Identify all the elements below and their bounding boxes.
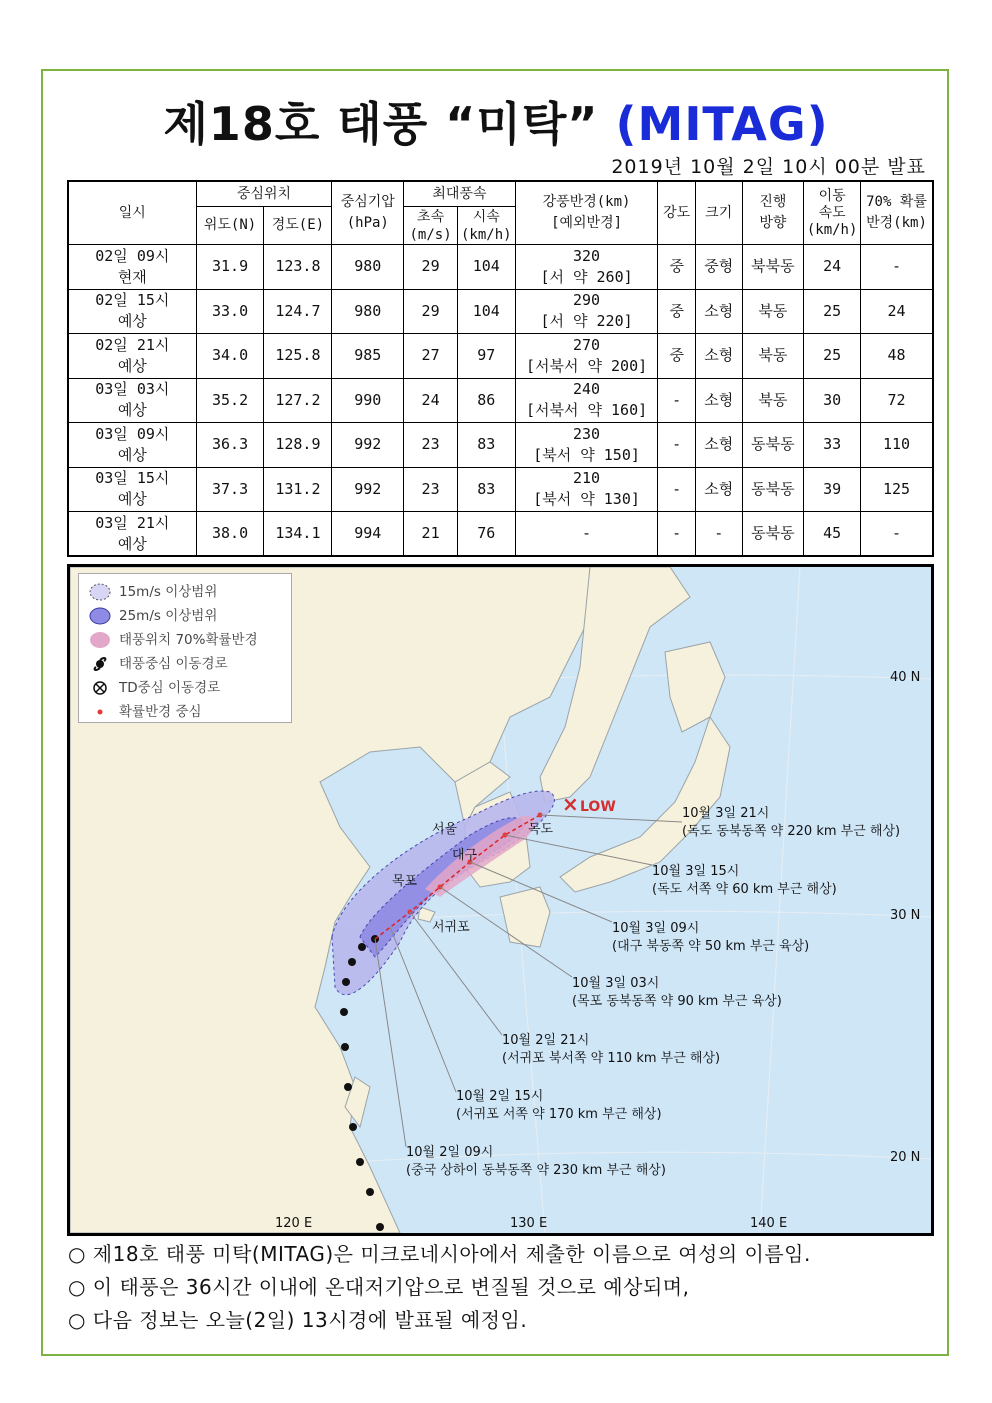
header-center-position: 중심위치 <box>196 181 332 207</box>
legend-item: 25m/s 이상범위 <box>119 608 218 624</box>
table-row <box>68 289 933 334</box>
cell-wind-ms: 27 <box>404 334 458 379</box>
page-title <box>0 88 992 154</box>
cone-15ms-icon <box>89 582 111 602</box>
annotation-time: 10월 3일 09시 <box>612 921 700 936</box>
issue-time: 2019년 10월 2일 10시 00분 발표 <box>611 156 926 178</box>
cell-prob: 110 <box>861 423 934 468</box>
cell-lat: 35.2 <box>196 378 264 423</box>
cell-speed: 45 <box>804 512 861 557</box>
cell-pressure: 985 <box>332 334 404 379</box>
cell-lat: 34.0 <box>196 334 264 379</box>
cell-size: - <box>695 512 742 557</box>
cell-radius: 320 [서 약 260] <box>515 245 658 290</box>
annotation-time: 10월 3일 03시 <box>572 976 660 991</box>
cell-intensity: 중 <box>658 334 695 379</box>
lat-label-30: 30 N <box>890 908 921 923</box>
cell-lon: 134.1 <box>264 512 332 557</box>
place-seogwipo: 서귀포 <box>432 920 470 935</box>
cell-lat: 33.0 <box>196 289 264 334</box>
cell-wind-kmh: 104 <box>457 289 515 334</box>
annotation-desc: (독도 동북동쪽 약 220 km 부근 해상) <box>682 824 901 839</box>
cell-radius: 290 [서 약 220] <box>515 289 658 334</box>
cell-wind-kmh: 83 <box>457 467 515 512</box>
note-item: ○ 이 태풍은 36시간 이내에 온대저기압으로 변질될 것으로 예상되며, <box>68 1275 690 1299</box>
table-row <box>68 423 933 468</box>
cell-time: 02일 15시 예상 <box>68 289 196 334</box>
cell-lon: 123.8 <box>264 245 332 290</box>
td-circle-x-icon <box>89 678 111 698</box>
cell-direction: 북북동 <box>742 245 804 290</box>
cell-wind-ms: 23 <box>404 467 458 512</box>
cell-direction: 북동 <box>742 334 804 379</box>
title-korean: 제18호 태풍 “미탁” <box>163 97 599 151</box>
table-row <box>68 378 933 423</box>
typhoon-track-map <box>67 564 934 1236</box>
cell-size: 소형 <box>695 467 742 512</box>
cell-prob: 24 <box>861 289 934 334</box>
cell-wind-ms: 24 <box>404 378 458 423</box>
cell-radius: 240 [서북서 약 160] <box>515 378 658 423</box>
cell-speed: 25 <box>804 289 861 334</box>
cell-time: 03일 09시 예상 <box>68 423 196 468</box>
annotation-desc: (독도 서쪽 약 60 km 부근 해상) <box>652 882 837 897</box>
kyushu <box>500 887 550 947</box>
cell-wind-ms: 23 <box>404 423 458 468</box>
legend-item: 확률반경 중심 <box>119 704 202 720</box>
cell-wind-kmh: 97 <box>457 334 515 379</box>
cell-prob: - <box>861 512 934 557</box>
header-datetime: 일시 <box>68 181 196 245</box>
cell-speed: 39 <box>804 467 861 512</box>
hokkaido <box>665 642 725 732</box>
cell-time: 03일 21시 예상 <box>68 512 196 557</box>
header-wind-kmh: 시속 (km/h) <box>457 207 515 245</box>
lon-line-140 <box>760 567 800 1233</box>
annotation-desc: (중국 상하이 동북동쪽 약 230 km 부근 해상) <box>406 1163 666 1178</box>
cell-intensity: - <box>658 467 695 512</box>
cell-direction: 동북동 <box>742 467 804 512</box>
cell-prob: 48 <box>861 334 934 379</box>
low-x-icon: × <box>562 792 579 816</box>
map-legend <box>78 573 292 723</box>
cell-prob: - <box>861 245 934 290</box>
cell-lat: 31.9 <box>196 245 264 290</box>
place-daegu: 대구 <box>452 848 478 863</box>
lon-label-140: 140 E <box>750 1216 788 1231</box>
cell-size: 소형 <box>695 423 742 468</box>
cell-direction: 북동 <box>742 289 804 334</box>
cell-wind-kmh: 104 <box>457 245 515 290</box>
place-seoul: 서울 <box>432 822 458 837</box>
cell-pressure: 994 <box>332 512 404 557</box>
cell-pressure: 992 <box>332 467 404 512</box>
annotation-time: 10월 2일 09시 <box>406 1145 494 1160</box>
cell-lon: 128.9 <box>264 423 332 468</box>
place-dokdo: 독도 <box>528 822 554 837</box>
legend-item: 15m/s 이상범위 <box>119 584 218 600</box>
cell-pressure: 990 <box>332 378 404 423</box>
cell-prob: 72 <box>861 378 934 423</box>
cell-wind-ms: 29 <box>404 245 458 290</box>
cell-radius: - <box>515 512 658 557</box>
cell-pressure: 992 <box>332 423 404 468</box>
header-lat: 위도(N) <box>196 207 264 245</box>
cell-size: 소형 <box>695 334 742 379</box>
annotation-desc: (서귀포 북서쪽 약 110 km 부근 해상) <box>502 1051 721 1066</box>
cell-speed: 24 <box>804 245 861 290</box>
table-row <box>68 245 933 290</box>
cell-pressure: 980 <box>332 245 404 290</box>
prob-radius-icon <box>89 630 111 650</box>
cell-lat: 37.3 <box>196 467 264 512</box>
cell-lon: 131.2 <box>264 467 332 512</box>
legend-item: TD중심 이동경로 <box>119 680 221 696</box>
cell-intensity: - <box>658 378 695 423</box>
cell-radius: 270 [서북서 약 200] <box>515 334 658 379</box>
cell-lat: 36.3 <box>196 423 264 468</box>
cell-time: 02일 09시 현재 <box>68 245 196 290</box>
cell-wind-kmh: 76 <box>457 512 515 557</box>
cell-lon: 124.7 <box>264 289 332 334</box>
place-mokpo: 목포 <box>392 874 418 889</box>
cell-size: 중형 <box>695 245 742 290</box>
cell-speed: 30 <box>804 378 861 423</box>
note-item: ○ 제18호 태풍 미탁(MITAG)은 미크로네시아에서 제출한 이름으로 여성의 이름임. <box>68 1242 811 1266</box>
cell-pressure: 980 <box>332 289 404 334</box>
annotation-time: 10월 3일 21시 <box>682 806 770 821</box>
cell-direction: 동북동 <box>742 512 804 557</box>
cell-intensity: - <box>658 423 695 468</box>
cell-size: 소형 <box>695 289 742 334</box>
cell-wind-ms: 29 <box>404 289 458 334</box>
forecast-table <box>67 180 934 557</box>
cell-time: 02일 21시 예상 <box>68 334 196 379</box>
header-size: 크기 <box>695 181 742 245</box>
cone-25ms-icon <box>89 606 111 626</box>
annotation-time: 10월 2일 15시 <box>456 1089 544 1104</box>
title-english: (MITAG) <box>615 97 829 151</box>
cell-wind-kmh: 86 <box>457 378 515 423</box>
legend-item: 태풍위치 70%확률반경 <box>119 632 258 648</box>
cell-direction: 북동 <box>742 378 804 423</box>
annotation-desc: (서귀포 서쪽 약 170 km 부근 해상) <box>456 1107 662 1122</box>
header-pressure: 중심기압 (hPa) <box>332 181 404 245</box>
cell-wind-ms: 21 <box>404 512 458 557</box>
header-lon: 경도(E) <box>264 207 332 245</box>
prob-center-dot-icon <box>89 702 111 722</box>
cell-speed: 33 <box>804 423 861 468</box>
header-prob-radius: 70% 확률 반경(km) <box>861 181 934 245</box>
header-gale-radius: 강풍반경(km) [예외반경] <box>515 181 658 245</box>
table-row <box>68 467 933 512</box>
cell-prob: 125 <box>861 467 934 512</box>
header-intensity: 강도 <box>658 181 695 245</box>
header-direction: 진행 방향 <box>742 181 804 245</box>
cell-lon: 125.8 <box>264 334 332 379</box>
lon-label-120: 120 E <box>275 1216 313 1231</box>
annotation-desc: (대구 북동쪽 약 50 km 부근 육상) <box>612 939 810 954</box>
notes <box>68 1238 811 1337</box>
cell-time: 03일 03시 예상 <box>68 378 196 423</box>
cell-size: 소형 <box>695 378 742 423</box>
cell-intensity: - <box>658 512 695 557</box>
note-item: ○ 다음 정보는 오늘(2일) 13시경에 발표될 예정임. <box>68 1308 528 1332</box>
typhoon-symbol-icon <box>89 654 111 674</box>
cell-intensity: 중 <box>658 289 695 334</box>
annotation-time: 10월 2일 21시 <box>502 1033 590 1048</box>
header-max-wind: 최대풍속 <box>404 181 515 207</box>
cell-time: 03일 15시 예상 <box>68 467 196 512</box>
annotation-time: 10월 3일 15시 <box>652 864 740 879</box>
cell-radius: 230 [북서 약 150] <box>515 423 658 468</box>
lat-label-40: 40 N <box>890 670 921 685</box>
lon-label-130: 130 E <box>510 1216 548 1231</box>
cell-lon: 127.2 <box>264 378 332 423</box>
low-label: LOW <box>580 799 616 815</box>
header-wind-ms: 초속 (m/s) <box>404 207 458 245</box>
lat-label-20: 20 N <box>890 1150 921 1165</box>
cell-wind-kmh: 83 <box>457 423 515 468</box>
legend-item: 태풍중심 이동경로 <box>119 656 228 672</box>
cell-lat: 38.0 <box>196 512 264 557</box>
table-row <box>68 512 933 557</box>
cell-direction: 동북동 <box>742 423 804 468</box>
table-row <box>68 334 933 379</box>
cell-radius: 210 [북서 약 130] <box>515 467 658 512</box>
annotation-desc: (목포 동북동쪽 약 90 km 부근 육상) <box>572 994 782 1009</box>
cell-speed: 25 <box>804 334 861 379</box>
cell-intensity: 중 <box>658 245 695 290</box>
header-speed: 이동 속도 (km/h) <box>804 181 861 245</box>
